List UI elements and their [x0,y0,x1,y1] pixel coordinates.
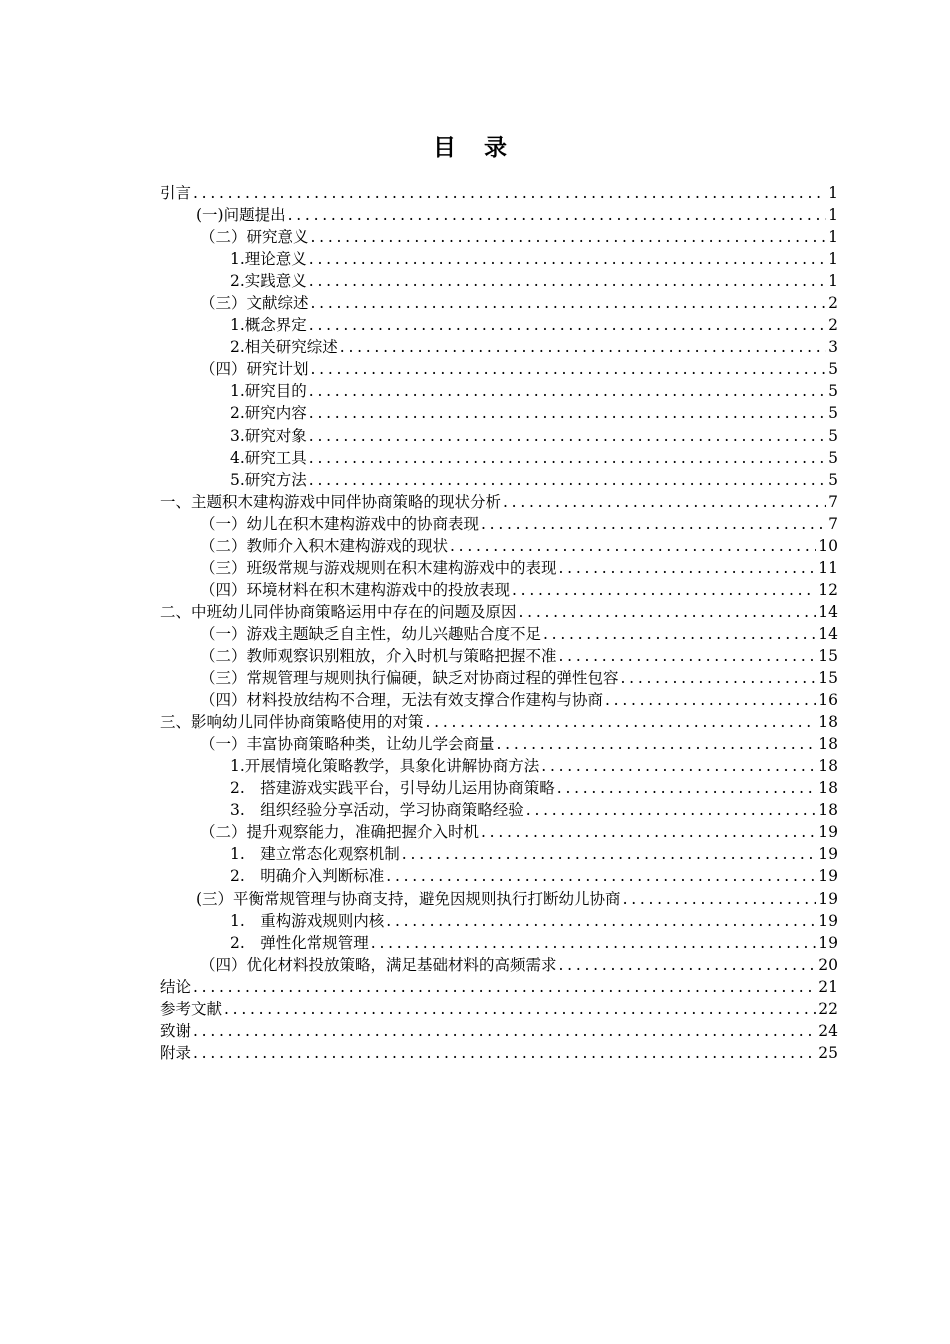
toc-entry[interactable] [160,601,838,623]
toc-dot-leader [307,447,826,469]
toc-entry-page-number: 1 [828,184,838,202]
toc-dot-leader [307,270,826,292]
toc-entry-page-number: 5 [828,426,838,445]
toc-dot-leader [501,491,826,513]
toc-entry-page-number: 21 [818,977,838,996]
toc-entry-label: （四）材料投放结构不合理，无法有效支撑合作建构与协商 [200,691,604,710]
toc-entry-page-number: 7 [828,492,838,511]
toc-entry[interactable] [160,292,838,314]
toc-entry[interactable] [160,402,838,424]
toc-entry-label: (一)问题提出 [196,206,286,225]
toc-entry-label: 1.概念界定 [230,316,307,335]
toc-dot-leader [621,888,817,910]
toc-entry[interactable] [160,314,838,336]
toc-entry[interactable] [160,821,838,843]
toc-entry-label: （四）优化材料投放策略，满足基础材料的高频需求 [200,955,557,974]
toc-entry-page-number: 5 [828,470,838,489]
toc-entry-page-number: 16 [818,691,838,710]
toc-entry-label: 三、影响幼儿同伴协商策略使用的对策 [160,713,424,732]
toc-entry-page-number: 14 [818,624,838,643]
toc-entry-page-number: 1 [828,228,838,247]
toc-dot-leader [309,292,827,314]
toc-entry-page-number: 19 [818,823,838,842]
toc-dot-leader [555,777,816,799]
toc-entry-page-number: 3 [828,338,838,357]
toc-entry-label: （一）幼儿在积木建构游戏中的协商表现 [200,514,480,533]
toc-entry[interactable] [160,270,838,292]
toc-entry-page-number: 19 [818,933,838,952]
toc-dot-leader [557,954,817,976]
toc-entry-label: 结论 [160,977,192,996]
toc-dot-leader [400,843,816,865]
toc-entry-label: 2.研究内容 [230,404,307,423]
toc-entry[interactable] [160,1020,838,1042]
toc-entry-page-number: 2 [828,294,838,313]
toc-entry-label: 2.实践意义 [230,272,307,291]
toc-entry[interactable] [160,976,838,998]
toc-dot-leader [384,865,816,887]
toc-entry[interactable] [160,513,838,535]
toc-entry-label: 3.研究对象 [230,426,307,445]
toc-entry[interactable] [160,336,838,358]
toc-entry-page-number: 14 [818,602,838,621]
toc-entry-page-number: 15 [818,669,838,688]
toc-entry[interactable] [160,182,838,204]
toc-dot-leader [307,469,826,491]
toc-entry-label: 1.理论意义 [230,250,307,269]
toc-dot-leader [424,711,817,733]
toc-entry-label: 2.相关研究综述 [230,338,338,357]
toc-entry-label: （三）文献综述 [200,294,309,313]
toc-dot-leader [191,1020,816,1042]
toc-entry[interactable] [160,358,838,380]
toc-entry-label: 1.开展情境化策略教学，具象化讲解协商方法 [230,757,540,776]
toc-entry-label: 2. 弹性化常规管理 [230,933,369,952]
toc-entry-page-number: 22 [818,999,838,1018]
toc-entry-label: （三）班级常规与游戏规则在积木建构游戏中的表现 [200,558,557,577]
toc-entry-page-number: 18 [818,757,838,776]
toc-entry[interactable] [160,799,838,821]
toc-entry[interactable] [160,557,838,579]
toc-dot-leader [557,557,817,579]
toc-entry-page-number: 19 [818,845,838,864]
toc-entry[interactable] [160,579,838,601]
toc-entry[interactable] [160,843,838,865]
toc-entry-page-number: 10 [818,536,838,555]
toc-entry[interactable] [160,380,838,402]
toc-dot-leader [448,535,816,557]
toc-entry-label: （二）教师介入积木建构游戏的现状 [200,536,449,555]
toc-entry[interactable] [160,755,838,777]
toc-dot-leader [619,667,817,689]
toc-entry-page-number: 18 [818,713,838,732]
toc-entry[interactable] [160,1042,838,1064]
toc-entry-page-number: 1 [828,206,838,225]
toc-dot-leader [307,314,826,336]
toc-entry-label: 5.研究方法 [230,470,307,489]
toc-entry-page-number: 15 [818,646,838,665]
toc-dot-leader [309,226,827,248]
toc-dot-leader [557,645,817,667]
toc-entry-page-number: 12 [818,580,838,599]
toc-entry-label: 参考文献 [160,999,223,1018]
toc-entry-label: (三）平衡常规管理与协商支持，避免因规则执行打断幼儿协商 [196,889,621,908]
toc-entry-page-number: 5 [828,382,838,401]
toc-entry[interactable] [160,711,838,733]
toc-entry[interactable] [160,932,838,954]
toc-entry-page-number: 19 [818,911,838,930]
toc-entry-page-number: 20 [818,955,838,974]
toc-entry-label: （一）游戏主题缺乏自主性，幼儿兴趣贴合度不足 [200,624,542,643]
toc-dot-leader [307,402,826,424]
toc-entry[interactable] [160,865,838,887]
toc-dot-leader [541,623,816,645]
toc-entry-label: 1. 重构游戏规则内核 [230,911,385,930]
toc-entry-label: （四）研究计划 [200,360,309,379]
toc-entry-page-number: 19 [818,889,838,908]
toc-entry[interactable] [160,469,838,491]
toc-entry-label: 1.研究目的 [230,382,307,401]
toc-entry-page-number: 11 [818,558,838,577]
toc-dot-leader [479,821,816,843]
toc-entry[interactable] [160,447,838,469]
toc-entry[interactable] [160,623,838,645]
toc-dot-leader [191,182,826,204]
toc-entry[interactable] [160,689,838,711]
toc-entry[interactable] [160,888,838,910]
toc-entry-label: 致谢 [160,1021,192,1040]
toc-entry-label: 附录 [160,1043,192,1062]
toc-dot-leader [603,689,816,711]
toc-entry-label: 1. 建立常态化观察机制 [230,845,400,864]
toc-dot-leader [510,579,816,601]
toc-entry[interactable] [160,998,838,1020]
toc-entry[interactable] [160,667,838,689]
toc-entry[interactable] [160,535,838,557]
toc-dot-leader [309,358,827,380]
toc-entry-page-number: 1 [828,250,838,269]
toc-entry-label: （二）教师观察识别粗放，介入时机与策略把握不准 [200,646,557,665]
toc-entry-page-number: 24 [818,1021,838,1040]
toc-dot-leader [307,380,826,402]
toc-entry-page-number: 18 [818,735,838,754]
toc-entry-label: 一、主题积木建构游戏中同伴协商策略的现状分析 [160,492,502,511]
toc-title: 目 录 [432,135,517,161]
toc-dot-leader [286,204,827,226]
toc-entry[interactable] [160,425,838,447]
toc-entry-label: 二、中班幼儿同伴协商策略运用中存在的问题及原因 [160,602,517,621]
toc-entry-page-number: 25 [818,1043,838,1062]
toc-dot-leader [517,601,817,623]
toc-entry-label: （二）提升观察能力，准确把握介入时机 [200,823,480,842]
toc-entry-page-number: 5 [828,360,838,379]
toc-entry-label: 2. 搭建游戏实践平台，引导幼儿运用协商策略 [230,779,555,798]
toc-entry-page-number: 2 [828,316,838,335]
toc-entry[interactable] [160,226,838,248]
toc-dot-leader [338,336,826,358]
table-of-contents [160,182,838,1064]
toc-dot-leader [495,733,817,755]
toc-dot-leader [191,976,816,998]
toc-dot-leader [539,755,816,777]
toc-entry-label: （一）丰富协商策略种类，让幼儿学会商量 [200,735,495,754]
toc-entry-page-number: 18 [818,801,838,820]
toc-entry-label: （二）研究意义 [200,228,309,247]
toc-dot-leader [384,910,816,932]
toc-entry[interactable] [160,491,838,513]
toc-entry[interactable] [160,733,838,755]
toc-entry-page-number: 18 [818,779,838,798]
toc-entry-page-number: 1 [828,272,838,291]
toc-entry-label: 引言 [160,184,192,202]
toc-entry-label: 4.研究工具 [230,448,307,467]
toc-entry-page-number: 7 [828,514,838,533]
toc-dot-leader [222,998,816,1020]
toc-entry[interactable] [160,248,838,270]
toc-entry-label: （三）常规管理与规则执行偏硬，缺乏对协商过程的弹性包容 [200,669,619,688]
toc-entry-label: 2. 明确介入判断标准 [230,867,385,886]
toc-dot-leader [369,932,816,954]
toc-dot-leader [307,425,826,447]
toc-dot-leader [524,799,816,821]
toc-entry-label: 3. 组织经验分享活动，学习协商策略经验 [230,801,524,820]
toc-dot-leader [191,1042,816,1064]
toc-dot-leader [307,248,826,270]
toc-entry[interactable] [160,954,838,976]
toc-entry-label: （四）环境材料在积木建构游戏中的投放表现 [200,580,511,599]
toc-entry[interactable] [160,645,838,667]
toc-entry-page-number: 5 [828,448,838,467]
toc-entry[interactable] [160,910,838,932]
toc-dot-leader [479,513,826,535]
toc-entry-page-number: 19 [818,867,838,886]
toc-entry-page-number: 5 [828,404,838,423]
toc-entry[interactable] [160,777,838,799]
toc-entry[interactable] [160,204,838,226]
